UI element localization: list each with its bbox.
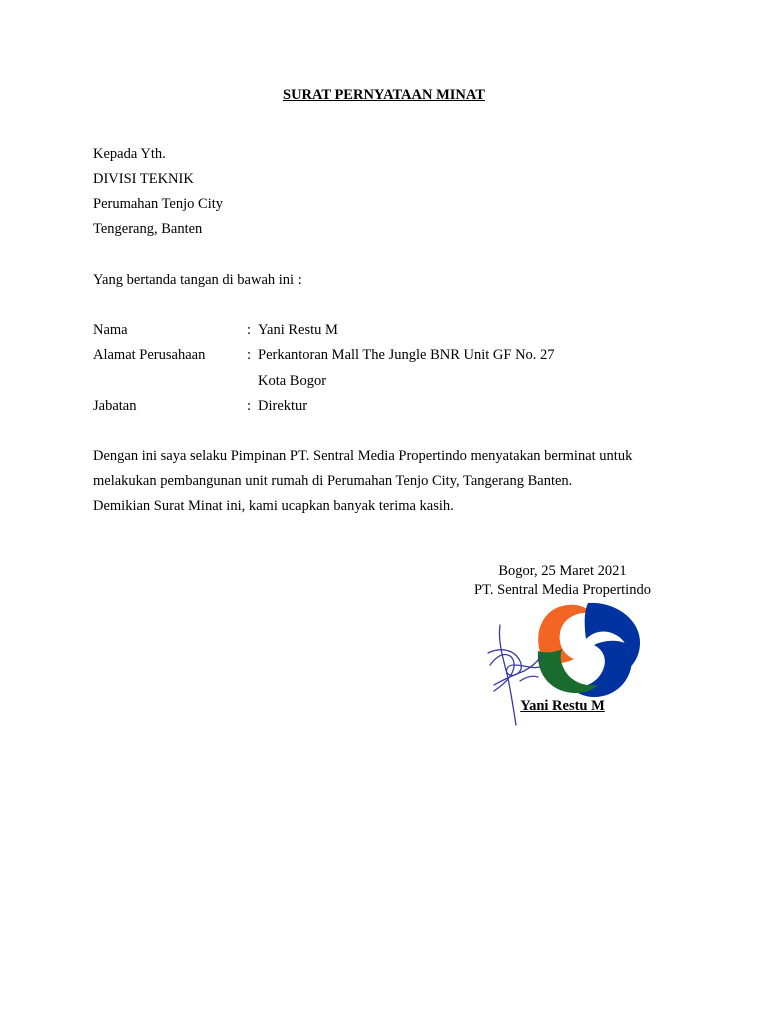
address-colon: : — [247, 347, 252, 363]
recipient-salutation: Kepada Yth. — [93, 146, 166, 162]
signer-name: Yani Restu M — [520, 698, 605, 714]
intro-text: Yang bertanda tangan di bawah ini : — [93, 272, 302, 288]
position-colon: : — [247, 398, 252, 414]
closing-company: PT. Sentral Media Propertindo — [474, 582, 651, 598]
recipient-division: DIVISI TEKNIK — [93, 171, 194, 187]
body-line-3: Demikian Surat Minat ini, kami ucapkan banyak terima kasih. — [93, 498, 454, 514]
address-label: Alamat Perusahaan — [93, 347, 206, 363]
letter-title: SURAT PERNYATAAN MINAT — [283, 87, 485, 103]
position-value: Direktur — [258, 398, 308, 414]
closing-place-date: Bogor, 25 Maret 2021 — [498, 563, 627, 579]
name-value: Yani Restu M — [258, 322, 338, 338]
name-colon: : — [247, 322, 252, 338]
address-value-line1: Perkantoran Mall The Jungle BNR Unit GF No. 27 — [258, 347, 555, 363]
name-label: Nama — [93, 322, 128, 338]
address-value-line2: Kota Bogor — [258, 373, 327, 389]
recipient-city: Tengerang, Banten — [93, 221, 203, 237]
position-label: Jabatan — [93, 398, 137, 414]
recipient-address-line: Perumahan Tenjo City — [93, 196, 224, 212]
company-logo-icon — [538, 603, 640, 697]
body-line-2: melakukan pembangunan unit rumah di Perumahan Tenjo City, Tangerang Banten. — [93, 473, 573, 489]
body-line-1: Dengan ini saya selaku Pimpinan PT. Sentral Media Propertindo menyatakan berminat untuk — [93, 448, 633, 464]
